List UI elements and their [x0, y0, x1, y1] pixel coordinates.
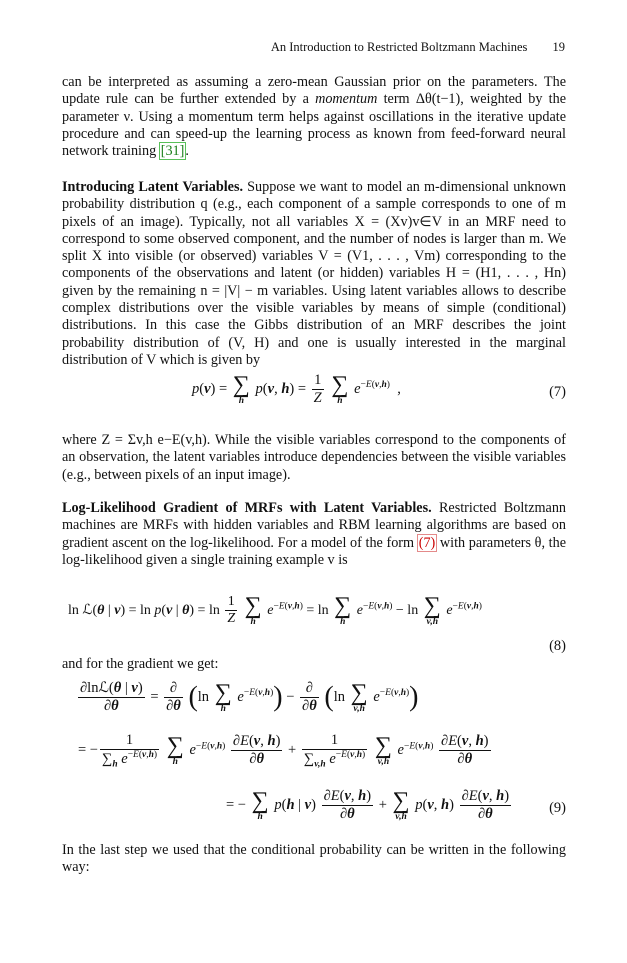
equation-9-number: (9) — [549, 800, 566, 816]
momentum-word: momentum — [315, 91, 378, 108]
section-heading-loglik: Log-Likelihood Gradient of MRFs with Latent Variables. — [62, 500, 432, 516]
para1-text-a: can be interpreted as assuming a zero-mean Gaussian prior on the parameters. The update rule can be further extended by a — [62, 74, 566, 108]
equation-7-number: (7) — [549, 384, 566, 400]
section-heading-latent: Introducing Latent Variables. — [62, 179, 244, 195]
paragraph-after-eq7: where Z = Σv,h e−E(v,h). While the visible variables correspond to the components of an observation, the latent variables introduce dependencies between the visible variables (e.g., between pixels of an input image). — [62, 432, 566, 483]
citation-link[interactable]: [31] — [160, 143, 185, 160]
section-latent-body: Suppose we want to model an m-dimensional unknown probability distribution q (e.g., each component of a sample corresponds to one of m pixels of an image). Typically, not all variables X = (Xv)v∈V in an MRF need to correspond to some observed component, and the number of nodes is larger than m. We split X into visible (or observed) variables V = (V1, . . . , Vm) corresponding to the components of the observations and latent (or hidden) variables H = (H1, . . . , Hn) given by the remaining n = |V| − m variables. Using latent variables allows to describe complex distributions over the visible variables by means of simple (conditional) distributions. In this case the Gibbs distribution of an MRF describes the joint probability distribution of (V, H) and one is usually interested in the marginal distribution of V which is given by — [62, 179, 567, 368]
equation-7 — [62, 372, 566, 422]
equation-7-body: p(v) = ∑ h p(v, h) = $\frac{1}{Z}$ ∑ h $e^{-E(v,h)}$ , — [192, 371, 401, 406]
paragraph-momentum — [62, 74, 566, 160]
loglik-text-a: Restricted Boltzmann machines are MRFs with hidden variables and RBM learning algorithms are based on gradient ascent on the log-likelihood. For a model of the form — [62, 500, 567, 551]
equation-8-number: (8) — [549, 638, 566, 654]
loglik-text-b: with parameters θ, the log-likelihood given a single training example v is — [62, 534, 566, 568]
page-number: 19 — [552, 40, 565, 54]
para1-text-c: . — [185, 143, 189, 160]
paragraph-last: In the last step we used that the conditional probability can be written in the following way: — [62, 842, 566, 876]
running-title: An Introduction to Restricted Boltzmann Machines — [270, 40, 528, 54]
paragraph-gradient: and for the gradient we get: — [62, 656, 219, 672]
equation-9-line-3: = − ∑ h p(h | v) $\frac{\partial E(v, h)}{\partial\theta}$ + ∑ v,h p(v, h) $\frac{\partial E(v, h)}{\partial\theta}$ — [226, 787, 510, 822]
equation-9-line-2: = − $\frac{1}{\sum_h e^{-E(v,h)}}$ ∑ h $e^{-E(v,h)}$ $\frac{\partial E(v, h)}{\partial\theta}$ + $\frac{1}{\sum_{v,h} e^{-E(v,h)}}$ ∑ v,h $e^{-E(v,h)}$ $\frac{\partial E(v, h)}{\partial\theta}$ — [78, 732, 489, 770]
paragraph-latent-variables — [62, 179, 566, 369]
equation-8-body: ln ℒ(θ | v) = ln p(v | θ) = ln $\frac{1}{Z}$ ∑ h $e^{-E(v,h)} = \ln$ ∑ h $e^{-E(v,h)} - \ln$ ∑ v,h $e^{-E(v,h)}$ — [68, 593, 482, 627]
paragraph-loglikelihood — [62, 500, 566, 569]
running-header — [271, 40, 565, 55]
equation-9-line-1: $\frac{\text{∂lnℒ(θ | v)}}{\partial\theta}$ = $\frac{\partial}{\partial\theta}$ (ln ∑ h $e^{-E(v,h)}$) − $\frac{\partial}{\partial\theta}$ (ln ∑ v,h $e^{-E(v,h)}$) — [80, 679, 419, 714]
equation-9 — [62, 680, 566, 840]
para1-text-b: term Δθ(t−1), weighted by the parameter ν. Using a momentum term helps against oscillations in the iterative update procedure and can speed-up the learning process as known from feed-forward neural network training — [62, 91, 566, 160]
equation-8 — [62, 594, 566, 656]
equation-ref-link[interactable]: (7) — [418, 534, 436, 551]
